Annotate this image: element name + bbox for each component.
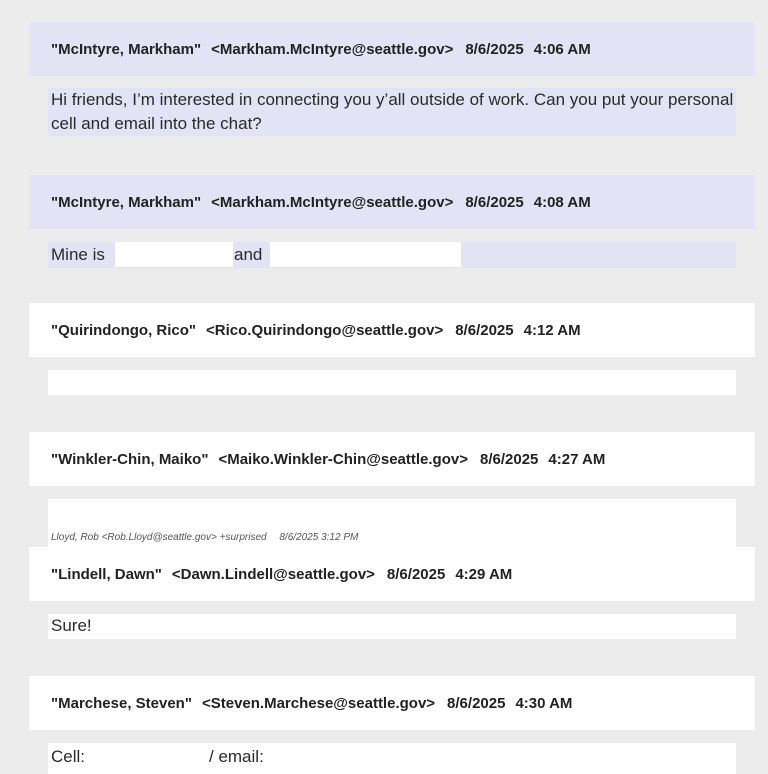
message-time: 4:27 AM bbox=[548, 450, 606, 468]
message-date: 8/6/2025 bbox=[465, 40, 524, 58]
reaction-date: 8/6/2025 bbox=[279, 532, 319, 543]
reaction-email: <Rob.Lloyd@seattle.gov> bbox=[101, 532, 217, 543]
message-time: 4:30 AM bbox=[515, 694, 573, 712]
message-date: 8/6/2025 bbox=[386, 565, 446, 583]
sender-name: "Winkler-Chin, Maiko" bbox=[51, 450, 209, 468]
message-header bbox=[29, 676, 755, 730]
sender-name: "McIntyre, Markham" bbox=[51, 40, 202, 58]
reaction-type: +surprised bbox=[219, 532, 267, 543]
message-header bbox=[29, 22, 755, 76]
message-text-mid: / email: bbox=[209, 747, 264, 766]
message-time: 4:12 AM bbox=[523, 321, 581, 339]
sender-email[interactable]: <Steven.Marchese@seattle.gov> bbox=[201, 694, 436, 712]
sender-email[interactable]: <Rico.Quirindongo@seattle.gov> bbox=[206, 321, 444, 339]
redaction-box bbox=[91, 744, 206, 770]
sender-email[interactable]: <Maiko.Winkler-Chin@seattle.gov> bbox=[218, 450, 468, 468]
message-text-prefix: Mine is bbox=[51, 245, 105, 264]
message-date: 8/6/2025 bbox=[455, 321, 514, 339]
message-date: 8/6/2025 bbox=[480, 450, 539, 468]
redaction-box bbox=[272, 744, 512, 770]
message-time: 4:06 AM bbox=[533, 40, 591, 58]
reaction-time: 3:12 PM bbox=[321, 532, 359, 543]
message-time: 4:08 AM bbox=[533, 193, 591, 211]
sender-email[interactable]: <Markham.McIntyre@seattle.gov> bbox=[211, 193, 454, 211]
sender-email[interactable]: <Dawn.Lindell@seattle.gov> bbox=[171, 565, 375, 583]
message-body bbox=[48, 614, 736, 639]
message-header bbox=[29, 432, 755, 486]
sender-name: "Marchese, Steven" bbox=[51, 694, 192, 712]
message-text: Sure! bbox=[51, 616, 92, 635]
message-date: 8/6/2025 bbox=[465, 193, 524, 211]
message-text: Hi friends, I’m interested in connecting you y’all outside of work. Can you put your personal cell and email into the chat? bbox=[51, 90, 734, 133]
sender-email[interactable]: <Markham.McIntyre@seattle.gov> bbox=[211, 40, 454, 58]
sender-name: "Lindell, Dawn" bbox=[51, 565, 162, 583]
reaction-user: Lloyd, Rob bbox=[51, 532, 99, 543]
message-header bbox=[29, 175, 755, 229]
redaction-box bbox=[270, 242, 461, 267]
sender-name: "McIntyre, Markham" bbox=[51, 193, 202, 211]
message-header bbox=[29, 303, 755, 357]
sender-name: "Quirindongo, Rico" bbox=[51, 321, 197, 339]
reaction-line bbox=[51, 532, 358, 543]
redaction-box bbox=[115, 242, 233, 267]
message-time: 4:29 AM bbox=[455, 565, 513, 583]
message-header bbox=[29, 547, 755, 601]
message-date: 8/6/2025 bbox=[447, 694, 506, 712]
message-text-mid: and bbox=[234, 245, 263, 264]
message-body bbox=[48, 88, 736, 136]
message-text-prefix: Cell: bbox=[51, 747, 86, 766]
message-body-redacted bbox=[48, 370, 736, 395]
